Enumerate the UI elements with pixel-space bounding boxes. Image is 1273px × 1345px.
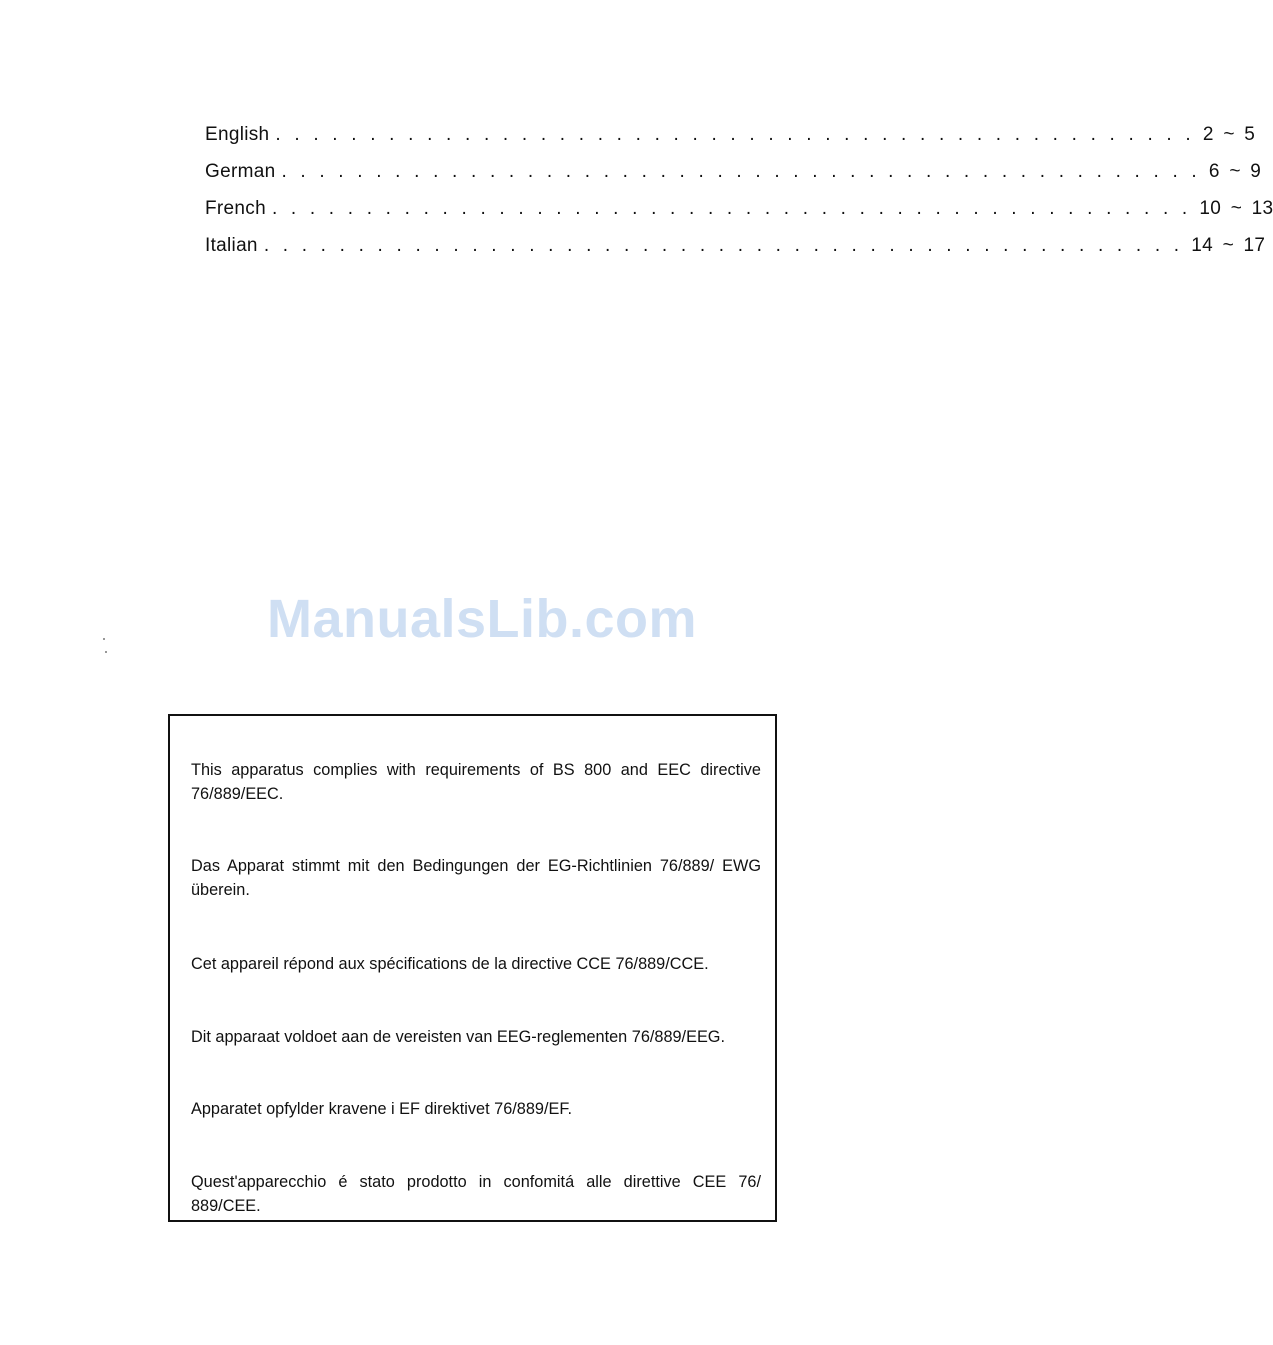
toc-page-range: 14 ~ 17 xyxy=(1191,235,1266,256)
compliance-notice-italian: Quest'apparecchio é stato prodotto in confomitá alle direttive CEE 76/ 889/CEE. xyxy=(191,1173,761,1216)
toc-leader-dots: . . . . . . . . . . . . . . . . . . . . . . . . . . . . . . . . . . . . . . . . . . . . . . . . . xyxy=(271,198,1192,219)
compliance-notice-french: Cet appareil répond aux spécifications de la directive CCE 76/889/CCE. xyxy=(191,955,709,974)
compliance-notice-english: This apparatus complies with requirements of BS 800 and EEC directive 76/889/EEC. xyxy=(191,761,761,804)
toc-language: German xyxy=(205,161,276,182)
toc-page-range: 6 ~ 9 xyxy=(1208,161,1262,182)
toc-entry-french[interactable] xyxy=(205,198,1273,235)
toc-language: Italian xyxy=(205,235,258,256)
toc-entry-italian[interactable] xyxy=(205,235,1266,272)
toc-entry-german[interactable] xyxy=(205,161,1262,198)
table-of-contents xyxy=(205,124,1273,272)
compliance-notice-dutch: Dit apparaat voldoet aan de vereisten van EEG-reglementen 76/889/EEG. xyxy=(191,1028,725,1047)
watermark: ManualsLib.com xyxy=(266,589,698,649)
scan-speck xyxy=(103,638,105,640)
toc-page-range: 2 ~ 5 xyxy=(1202,124,1256,145)
scan-speck xyxy=(105,651,107,653)
toc-leader-dots: . . . . . . . . . . . . . . . . . . . . . . . . . . . . . . . . . . . . . . . . . . . . . . . . . xyxy=(263,235,1184,256)
toc-entry-english[interactable] xyxy=(205,124,1256,161)
toc-language: English xyxy=(205,124,270,145)
compliance-notice-german: Das Apparat stimmt mit den Bedingungen der EG-Richtlinien 76/889/ EWG überein. xyxy=(191,857,761,900)
toc-language: French xyxy=(205,198,266,219)
compliance-notice-box xyxy=(168,714,777,1222)
toc-leader-dots: . . . . . . . . . . . . . . . . . . . . . . . . . . . . . . . . . . . . . . . . . . . . . . . . . xyxy=(275,124,1195,145)
compliance-notice-danish: Apparatet opfylder kravene i EF direktivet 76/889/EF. xyxy=(191,1100,573,1119)
toc-leader-dots: . . . . . . . . . . . . . . . . . . . . . . . . . . . . . . . . . . . . . . . . . . . . . . . . . xyxy=(281,161,1201,182)
toc-page-range: 10 ~ 13 xyxy=(1199,198,1273,219)
